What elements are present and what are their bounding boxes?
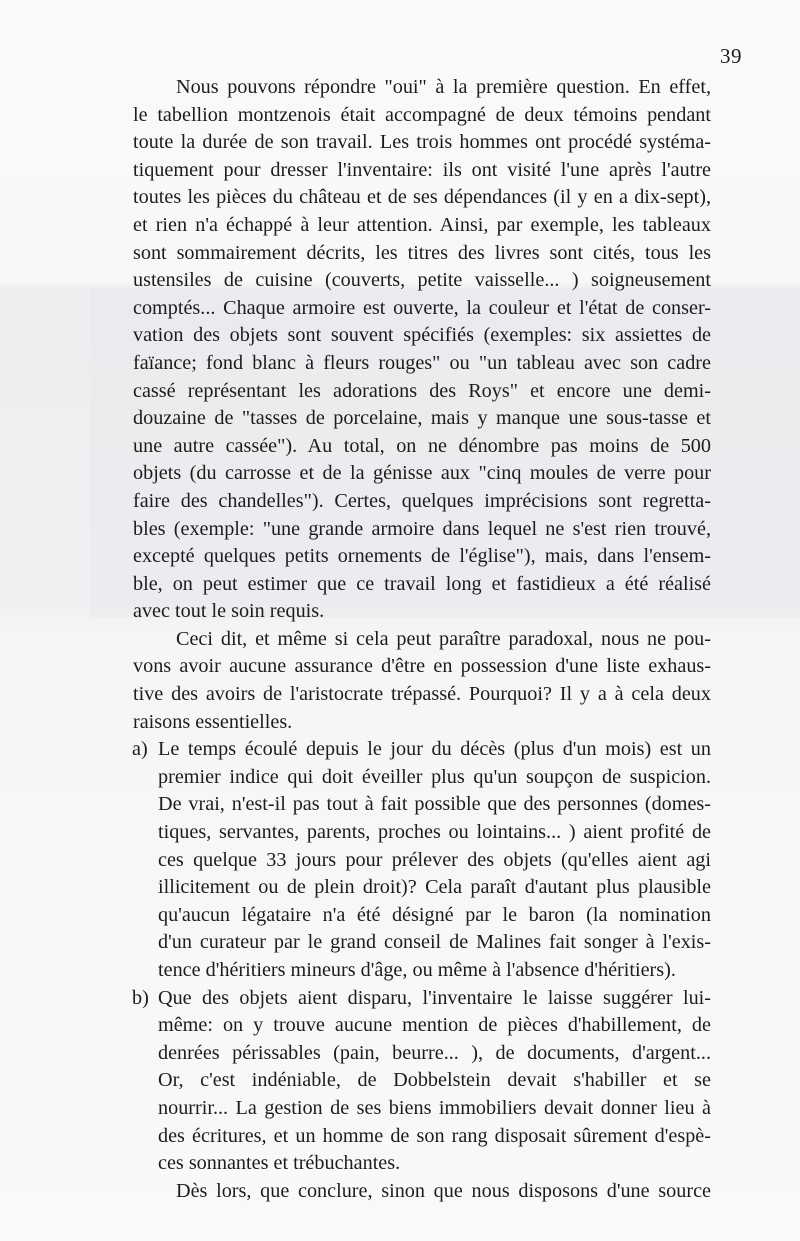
text-line: Nous pouvons répondre "oui" à la première question. En effet, [176,76,711,98]
list-item-b [133,985,711,1178]
list-marker: b) [132,986,149,1009]
text-line: Dès lors, que conclure, sinon que nous disposons d'une source [176,1179,711,1202]
text-line: ble, on peut estimer que ce travail long et fastidieux a été réalisé [133,572,711,595]
text-line: nourrir... La gestion de ses biens immobiliers devait donner lieu à [158,1096,711,1119]
text-line: faire des chandelles"). Certes, quelques imprécisions sont regretta- [133,489,711,512]
list-marker: a) [132,738,148,761]
paragraph-1 [133,74,711,626]
text-line: et rien n'a échappé à leur attention. Ainsi, par exemple, les tableaux [133,213,711,236]
text-line: ces quelque 33 jours pour prélever des objets (qu'elles aient agi [158,848,711,871]
text-line: bles (exemple: "une grande armoire dans lequel ne s'est rien trouvé, [133,517,711,540]
text-line: illicitement ou de plein droit)? Cela paraît d'autant plus plausible [158,876,711,899]
text-line: d'un curateur par le grand conseil de Malines fait songer à l'exis- [158,931,711,954]
text-line: ces sonnantes et trébuchantes. [158,1152,401,1175]
text-line: faïance; fond blanc à fleurs rouges" ou "un tableau avec son cadre [133,351,711,374]
text-line: premier indice qui doit éveiller plus qu'un soupçon de suspicion. [158,765,711,788]
text-line: qu'aucun légataire n'a été désigné par le baron (la nomination [158,903,711,926]
text-line: ustensiles de cuisine (couverts, petite vaisselle... ) soigneusement [133,269,711,292]
text-line: vons avoir aucune assurance d'être en possession d'une liste exhaus- [133,655,711,678]
list-item-a [133,736,711,984]
text-line: le tabellion montzenois était accompagné de deux témoins pendant [133,103,711,126]
text-line: objets (du carrosse et de la génisse aux "cinq moules de verre pour [133,462,711,485]
text-line: toute la durée de son travail. Les trois hommes ont procédé systéma- [133,131,711,154]
text-line: excepté quelques petits ornements de l'église"), mais, dans l'ensem- [133,545,711,568]
text-line: douzaine de "tasses de porcelaine, mais y manque une sous-tasse et [133,407,711,430]
text-line: tiques, servantes, parents, proches ou lointains... ) aient profité de [158,821,711,844]
text-line: Or, c'est indéniable, de Dobbelstein devait s'habiller et se [158,1069,711,1092]
text-line: denrées périssables (pain, beurre... ), de documents, d'argent... [158,1041,711,1064]
text-line: tence d'héritiers mineurs d'âge, ou même à l'absence d'héritiers). [158,959,676,981]
page-number: 39 [720,44,742,68]
closing-paragraph [133,1178,711,1206]
text-line: Le temps écoulé depuis le jour du décès (plus d'un mois) est un [158,738,711,761]
body-text [133,74,711,1205]
paragraph-2 [133,626,711,736]
text-line: comptés... Chaque armoire est ouverte, la couleur et l'état de conser- [133,296,711,319]
text-line: raisons essentielles. [133,710,293,733]
text-line: même: on y trouve aucune mention de pièces d'habillement, de [158,1014,711,1037]
text-line: avec tout le soin requis. [133,600,325,623]
text-line: une autre cassée"). Au total, on ne dénombre pas moins de 500 [133,434,711,457]
text-line: cassé représentant les adorations des Roys" et encore une demi- [133,379,711,402]
text-line: Que des objets aient disparu, l'inventaire le laisse suggérer lui- [158,986,711,1009]
text-line: Ceci dit, et même si cela peut paraître paradoxal, nous ne pou- [176,627,711,650]
text-line: sont sommairement décrits, les titres des livres sont cités, tous les [133,241,711,264]
text-line: De vrai, n'est-il pas tout à fait possible que des personnes (domes- [158,793,711,816]
text-line: des écritures, et un homme de son rang disposait sûrement d'espè- [158,1124,711,1147]
text-line: tiquement pour dresser l'inventaire: ils ont visité l'une après l'autre [133,158,711,181]
text-line: vation des objets sont souvent spécifiés (exemples: six assiettes de [133,324,711,347]
text-line: toutes les pièces du château et de ses dépendances (il y en a dix-sept), [133,186,711,209]
text-line: tive des avoirs de l'aristocrate trépassé. Pourquoi? Il y a à cela deux [133,683,711,706]
